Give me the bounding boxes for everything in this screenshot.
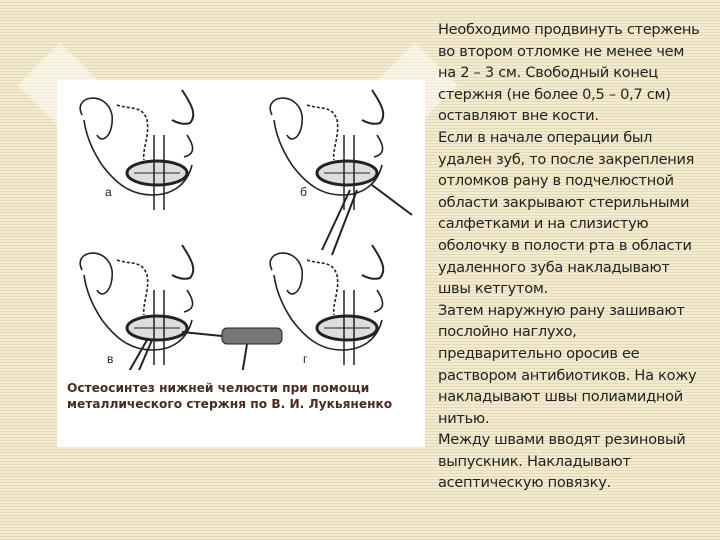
panel-d-drawing (270, 245, 383, 365)
text-line: оболочку в полости рта в области (438, 236, 692, 254)
text-line: области закрывают стерильными (438, 193, 690, 211)
text-line: накладывают швы полиамидной (438, 388, 683, 406)
panel-b-drawing (270, 90, 412, 255)
panel-label-v: в (107, 352, 114, 366)
text-line: на 2 – 3 см. Свободный конец (438, 64, 658, 82)
text-line: асептическую повязку. (438, 474, 611, 492)
caption-line: Остеосинтез нижней челюсти при помощи (67, 381, 370, 395)
text-line: Необходимо продвинуть стержень (438, 21, 700, 38)
text-line: во втором отломке не менее чем (438, 42, 685, 60)
text-line: Если в начале операции был (438, 128, 653, 146)
text-line: удаленного зуба накладывают (438, 258, 670, 276)
panel-a-drawing (80, 90, 193, 210)
panel-label-b: б (300, 185, 307, 199)
text-line: выпускник. Накладывают (438, 452, 631, 470)
text-line: послойно наглухо, (438, 323, 577, 341)
text-line: стержня (не более 0,5 – 0,7 см) (438, 85, 671, 103)
text-line: Между швами вводят резиновый (438, 431, 686, 449)
text-line: швы кетгутом. (438, 280, 548, 298)
text-line: раствором антибиотиков. На кожу (438, 366, 697, 384)
surgery-illustration (57, 80, 425, 447)
text-line: удален зуб, то после закрепления (438, 150, 695, 168)
body-text (438, 19, 720, 494)
illustration-drawings (57, 80, 425, 370)
text-line: отломков рану в подчелюстной (438, 172, 674, 190)
panel-label-g: г (303, 352, 308, 366)
text-line: салфетками и на слизистую (438, 215, 649, 233)
panel-label-a: а (105, 185, 112, 199)
caption-line: металлического стержня по В. И. Лукьяненко (67, 397, 393, 411)
text-line: Затем наружную рану зашивают (438, 301, 685, 319)
figure-caption (67, 380, 392, 412)
text-line: нитью. (438, 409, 490, 427)
text-line: оставляют вне кости. (438, 107, 599, 125)
text-line: предварительно оросив ее (438, 344, 640, 362)
